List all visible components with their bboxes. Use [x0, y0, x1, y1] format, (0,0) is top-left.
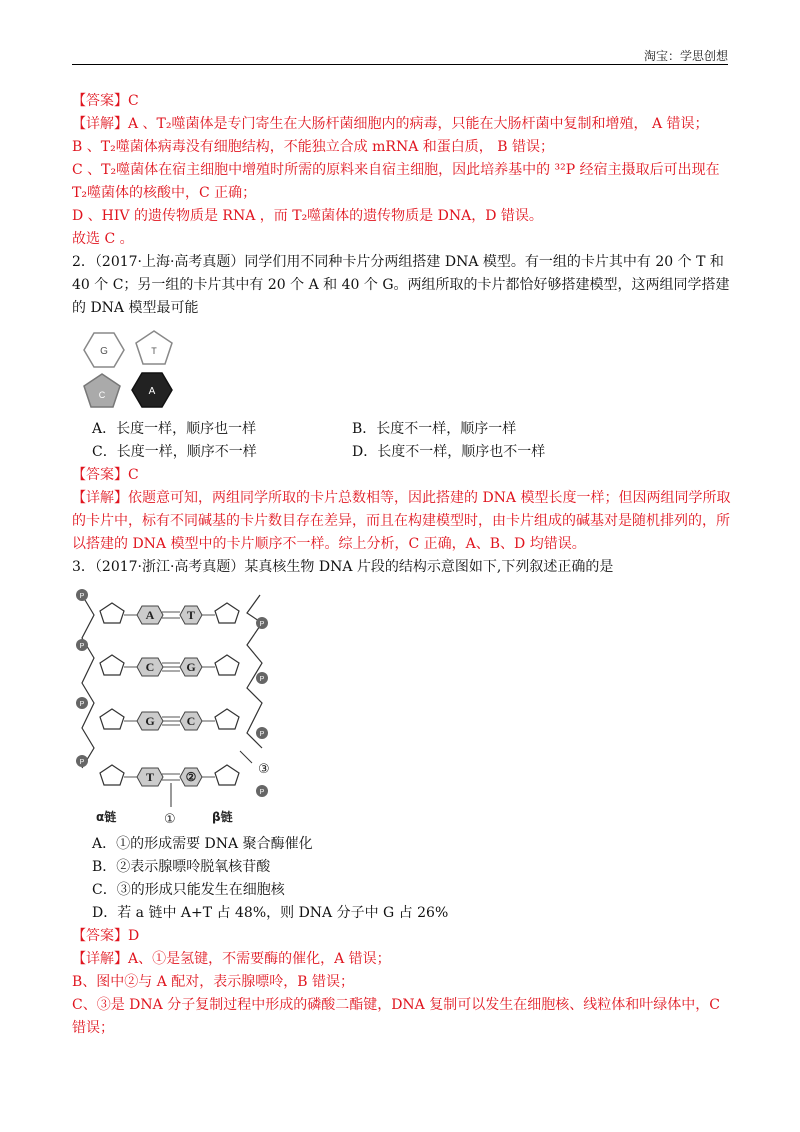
- header-rule: [72, 64, 728, 65]
- sugar-pentagon: [100, 603, 124, 623]
- detail-tag: 【详解】: [72, 116, 128, 132]
- q3-option-d: D．若 a 链中 A+T 占 48%，则 DNA 分子中 G 占 26%: [92, 905, 449, 921]
- q2-option-a: A．长度一样，顺序也一样: [92, 421, 257, 437]
- alpha-backbone: [79, 593, 94, 768]
- header-shop-label: 淘宝：学思创想: [643, 49, 728, 63]
- sugar-pentagon: [100, 765, 124, 785]
- q2-answer: C: [128, 467, 139, 483]
- q2-answer-line: [72, 464, 732, 487]
- q2-option-d: D．长度不一样，顺序也不一样: [352, 444, 546, 460]
- sugar-pentagon: [215, 655, 239, 675]
- q3-option-b: B．②表示腺嘌呤脱氧核苷酸: [92, 859, 271, 875]
- phosphate-label: P: [79, 759, 85, 766]
- detail-tag: 【详解】: [72, 490, 128, 506]
- mark-3-label: ③: [258, 762, 270, 777]
- card-t-label: T: [151, 346, 157, 356]
- card-c-label: C: [98, 390, 106, 400]
- base-label: T: [145, 770, 155, 784]
- phosphate-label: P: [79, 701, 85, 708]
- q2-options: [92, 418, 732, 464]
- sugar-pentagon: [215, 709, 239, 729]
- answer-tag: 【答案】: [72, 93, 128, 109]
- q3-detail-text: A、①是氢键，不需要酶的催化，A 错误；: [128, 951, 391, 967]
- sugar-pentagon: [100, 709, 124, 729]
- q2-detail-text: 依题意可知，两组同学所取的卡片总数相等，因此搭建的 DNA 模型长度一样；但因两组同学所取的卡片中，标有不同碱基的卡片数目存在差异，而且在构建模型时，由卡片组成的碱基对是随机排列的，所以搭建的 DNA 模型中的卡片顺序不一样。综上分析，C 正确，A、B、D 均错误。: [72, 490, 731, 552]
- base-label: G: [186, 660, 196, 674]
- beta-chain-label: β链: [212, 810, 233, 824]
- q1-detail-line-4: T₂噬菌体的核酸中，C 正确；: [72, 185, 257, 201]
- mark-1-label: ①: [164, 812, 176, 827]
- q1-detail-line-2: B 、T₂噬菌体病毒没有细胞结构，不能独立合成 mRNA 和蛋白质， B 错误；: [72, 139, 554, 155]
- q1-detail-text: A 、T₂噬菌体是专门寄生在大肠杆菌细胞内的病毒，只能在大肠杆菌中复制和增殖， A 错误；: [128, 116, 709, 132]
- q3-detail-line-4: 错误；: [72, 1020, 114, 1036]
- q3-detail-line-3: C、③是 DNA 分子复制过程中形成的磷酸二酯键，DNA 复制可以发生在细胞核、线粒体和叶绿体中，C: [72, 997, 720, 1013]
- q3-option-c: C．③的形成只能发生在细胞核: [92, 882, 285, 898]
- q2-option-c: C．长度一样，顺序不一样: [92, 444, 257, 460]
- q3-stem: 3．（2017·浙江·高考真题）某真核生物 DNA 片段的结构示意图如下,下列叙述正确的是: [72, 559, 614, 575]
- phosphate-label: P: [259, 731, 265, 738]
- q3-detail-line-1: [72, 948, 732, 971]
- alpha-chain-label: α链: [96, 810, 117, 824]
- sugar-pentagon: [100, 655, 124, 675]
- q1-answer-line: [72, 90, 732, 113]
- answer-tag: 【答案】: [72, 467, 128, 483]
- base-label: C: [186, 714, 196, 728]
- q1-detail-line-1: [72, 113, 732, 136]
- q3-options: [92, 833, 732, 925]
- q2-detail: [72, 487, 732, 556]
- q3-option-a: A．①的形成需要 DNA 聚合酶催化: [92, 836, 313, 852]
- q2-option-b: B．长度不一样，顺序一样: [352, 421, 517, 437]
- page-content: [72, 90, 732, 1040]
- detail-tag: 【详解】: [72, 951, 128, 967]
- q1-detail-line-5: D 、HIV 的遗传物质是 RNA ，而 T₂噬菌体的遗传物质是 DNA，D 错误。: [72, 208, 543, 224]
- q1-detail-line-3: C 、T₂噬菌体在宿主细胞中增殖时所需的原料来自宿主细胞，因此培养基中的 ³²P 经宿主摄取后可出现在: [72, 162, 720, 178]
- base-label: ②: [185, 770, 197, 784]
- q3-detail-line-2: B、图中②与 A 配对，表示腺嘌呤，B 错误；: [72, 974, 355, 990]
- sugar-pentagon: [215, 765, 239, 785]
- q2-stem: 2．（2017·上海·高考真题）同学们用不同种卡片分两组搭建 DNA 模型。有一组的卡片其中有 20 个 T 和 40 个 C；另一组的卡片其中有 20 个 A 和 40 个 G。两组所取的卡片都恰好够搭建模型，这两组同学搭建的 DNA 模型最可能: [72, 254, 730, 316]
- phosphate-label: P: [259, 621, 265, 628]
- dna-structure-figure: [72, 583, 287, 833]
- q1-answer: C: [128, 93, 139, 109]
- card-a-label: A: [148, 386, 156, 397]
- answer-tag: 【答案】: [72, 928, 128, 944]
- base-label: A: [145, 608, 155, 622]
- q3-answer: D: [128, 928, 140, 944]
- base-label: T: [186, 608, 196, 622]
- base-label: G: [145, 714, 155, 728]
- phosphate-label: P: [79, 643, 85, 650]
- sugar-pentagon: [215, 603, 239, 623]
- card-g-label: G: [100, 346, 108, 357]
- phosphate-label: P: [259, 789, 265, 796]
- phosphate-label: P: [259, 676, 265, 683]
- phosphate-label: P: [79, 593, 85, 600]
- base-label: C: [145, 660, 155, 674]
- q1-detail-line-6: 故选 C 。: [72, 231, 134, 247]
- q2-card-figure: [72, 324, 192, 414]
- q3-answer-line: [72, 925, 732, 948]
